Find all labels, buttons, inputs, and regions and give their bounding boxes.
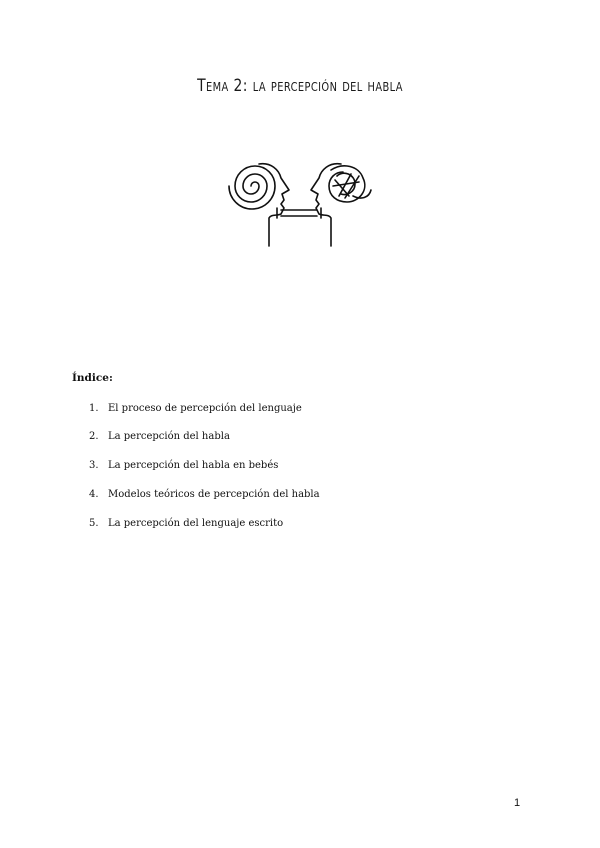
page-title: Tema 2: la percepción del habla	[197, 76, 403, 96]
index-item-number: 4.	[89, 489, 99, 500]
index-item-number: 3.	[89, 460, 99, 471]
index-heading: Índice:	[72, 372, 113, 384]
index-item-text: La percepción del habla en bebés	[108, 460, 279, 471]
index-item-text: La percepción del lenguaje escrito	[108, 518, 284, 529]
index-item-text: El proceso de percepción del lenguaje	[108, 403, 302, 414]
index-item-text: Modelos teóricos de percepción del habla	[108, 489, 320, 500]
page-number: 1	[514, 797, 521, 809]
index-item-text: La percepción del habla	[108, 431, 230, 442]
index-item-number: 5.	[89, 518, 99, 529]
index-item-number: 2.	[89, 431, 99, 442]
two-heads-speech-perception-icon	[219, 156, 381, 248]
index-item-number: 1.	[89, 403, 99, 414]
